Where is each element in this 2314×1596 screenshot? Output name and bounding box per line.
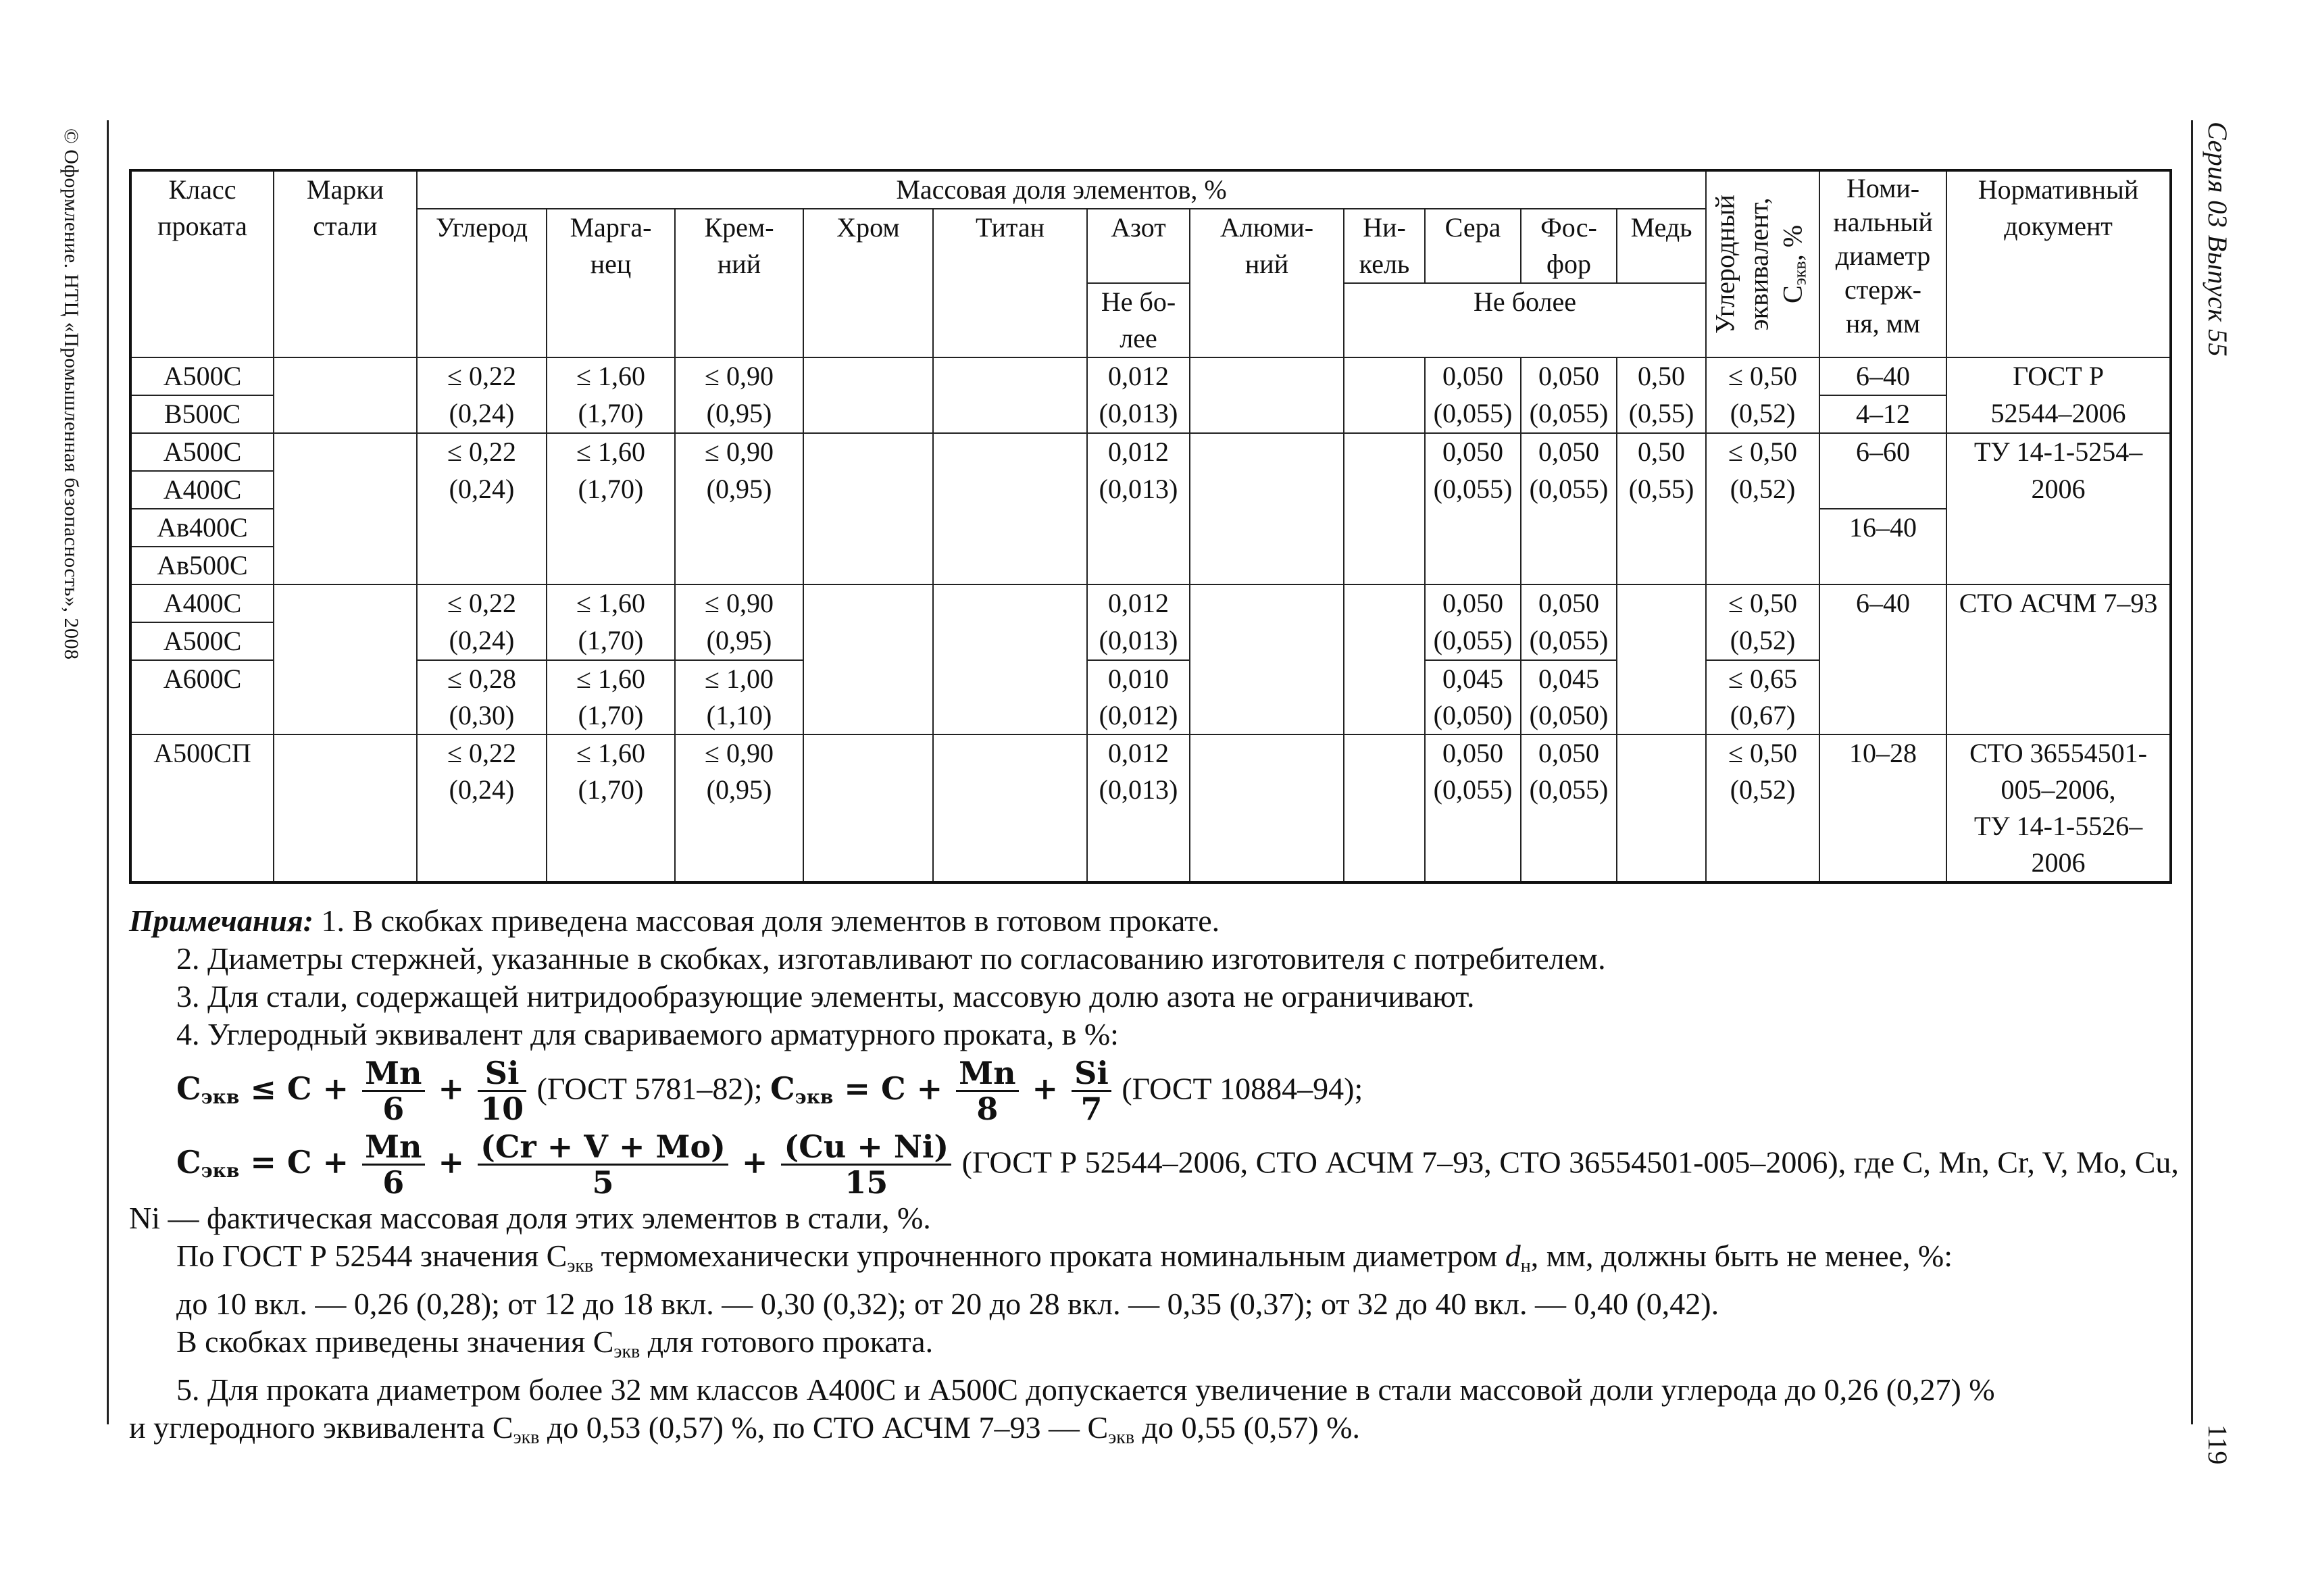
cell-c — [417, 845, 547, 882]
cell-c: (0,24) — [417, 395, 547, 433]
note-3: 3. Для стали, содержащей нитридообразующие элементы, массовую долю азота не ограничивают. — [176, 979, 1475, 1014]
cell-n — [1087, 808, 1190, 845]
table-row — [130, 509, 2171, 547]
cell-doc: ГОСТ Р — [1946, 357, 2171, 395]
cell-doc: ТУ 14-1-5526– — [1946, 808, 2171, 845]
cell-al — [1190, 471, 1344, 509]
header-copper: Медь — [1617, 209, 1706, 283]
cell-d — [1819, 697, 1946, 734]
cell-n: 0,012 — [1087, 433, 1190, 471]
cell-al — [1190, 697, 1344, 734]
cell-s: (0,055) — [1425, 395, 1521, 433]
cell-p: 0,050 — [1521, 433, 1617, 471]
header-nickel: Ни- кель — [1344, 209, 1425, 283]
right-margin-rule — [2191, 120, 2193, 1424]
cell-p: 0,050 — [1521, 584, 1617, 622]
cell-p: 0,050 — [1521, 734, 1617, 772]
table-row — [130, 697, 2171, 734]
cell-al — [1190, 395, 1344, 433]
cell-si: (0,95) — [675, 622, 803, 660]
cell-n — [1087, 509, 1190, 547]
cell-grade — [274, 734, 417, 772]
cell-c: ≤ 0,22 — [417, 734, 547, 772]
cell-grade — [274, 697, 417, 734]
series-label: Серия 03 Выпуск 55 — [2203, 122, 2233, 357]
cell-d: 4–12 — [1819, 395, 1946, 433]
cell-s: 0,050 — [1425, 584, 1521, 622]
header-manganese: Марга- нец — [547, 209, 675, 357]
cell-s: (0,055) — [1425, 622, 1521, 660]
cell-ni — [1344, 845, 1425, 882]
cell-cls: А500СП — [130, 734, 274, 772]
cell-c — [417, 808, 547, 845]
cell-d: 16–40 — [1819, 509, 1946, 547]
cell-cu: (0,55) — [1617, 395, 1706, 433]
cell-ni — [1344, 697, 1425, 734]
cell-ni — [1344, 772, 1425, 808]
cell-grade — [274, 357, 417, 395]
header-diameter: Номи- нальный диаметр стерж- ня, мм — [1819, 170, 1946, 357]
cell-s: 0,050 — [1425, 734, 1521, 772]
cell-s: (0,055) — [1425, 471, 1521, 509]
cell-cls: Ав400С — [130, 509, 274, 547]
cell-cls — [130, 808, 274, 845]
cell-al — [1190, 845, 1344, 882]
header-phosphorus: Фос- фор — [1521, 209, 1617, 283]
cell-cu — [1617, 697, 1706, 734]
cell-si: ≤ 0,90 — [675, 357, 803, 395]
cell-cr — [803, 845, 933, 882]
cell-cu — [1617, 547, 1706, 584]
cell-cls: Ав500С — [130, 547, 274, 584]
cell-d — [1819, 808, 1946, 845]
cell-p: (0,055) — [1521, 395, 1617, 433]
cell-p — [1521, 808, 1617, 845]
cell-s: 0,045 — [1425, 660, 1521, 697]
cell-n: 0,012 — [1087, 357, 1190, 395]
cell-mn: (1,70) — [547, 622, 675, 660]
cell-cu — [1617, 772, 1706, 808]
cell-cr — [803, 357, 933, 395]
table-row — [130, 845, 2171, 882]
cell-d — [1819, 622, 1946, 660]
cell-p: (0,055) — [1521, 622, 1617, 660]
cell-mn — [547, 547, 675, 584]
cell-mn: ≤ 1,60 — [547, 660, 675, 697]
cell-ceq: ≤ 0,50 — [1706, 584, 1819, 622]
cell-al — [1190, 357, 1344, 395]
header-not-more-than: Не более — [1344, 283, 1706, 357]
cell-al — [1190, 734, 1344, 772]
cell-cr — [803, 697, 933, 734]
table-row — [130, 395, 2171, 433]
cell-si: ≤ 0,90 — [675, 433, 803, 471]
cell-ni — [1344, 509, 1425, 547]
cell-ni — [1344, 622, 1425, 660]
cell-ceq: (0,67) — [1706, 697, 1819, 734]
cell-c: (0,24) — [417, 622, 547, 660]
cell-al — [1190, 433, 1344, 471]
cell-cls: А500С — [130, 622, 274, 660]
cell-grade — [274, 845, 417, 882]
gost-note-values: до 10 вкл. — 0,26 (0,28); от 12 до 18 вкл. — 0,30 (0,32); от 20 до 28 вкл. — 0,35 (0,37); от 32 до 40 вкл. — 0,40 (0,42). — [176, 1287, 1719, 1321]
cell-c: (0,24) — [417, 772, 547, 808]
cell-ceq: ≤ 0,50 — [1706, 433, 1819, 471]
header-document: Нормативный документ — [1946, 170, 2171, 357]
formula-continuation: Ni — фактическая массовая доля этих элементов в стали, %. — [129, 1201, 931, 1235]
cell-s — [1425, 808, 1521, 845]
header-sulfur: Сера — [1425, 209, 1521, 283]
notes-section — [129, 902, 2179, 1457]
cell-p: (0,055) — [1521, 471, 1617, 509]
cell-doc: 2006 — [1946, 845, 2171, 882]
cell-c: ≤ 0,22 — [417, 584, 547, 622]
cell-ni — [1344, 734, 1425, 772]
cell-d: 6–60 — [1819, 433, 1946, 471]
cell-mn: ≤ 1,60 — [547, 584, 675, 622]
cell-c — [417, 547, 547, 584]
cell-cr — [803, 547, 933, 584]
cell-mn: ≤ 1,60 — [547, 357, 675, 395]
cell-cu — [1617, 734, 1706, 772]
cell-d — [1819, 845, 1946, 882]
cell-s — [1425, 547, 1521, 584]
cell-ti — [933, 845, 1087, 882]
cell-cr — [803, 622, 933, 660]
cell-s: 0,050 — [1425, 357, 1521, 395]
cell-mn: (1,70) — [547, 772, 675, 808]
cell-si — [675, 509, 803, 547]
cell-grade — [274, 509, 417, 547]
cell-grade — [274, 584, 417, 622]
cell-s: (0,055) — [1425, 772, 1521, 808]
cell-mn: (1,70) — [547, 471, 675, 509]
cell-grade — [274, 772, 417, 808]
cell-ti — [933, 697, 1087, 734]
cell-cr — [803, 433, 933, 471]
cell-doc: СТО 36554501- — [1946, 734, 2171, 772]
cell-ti — [933, 395, 1087, 433]
cell-si — [675, 845, 803, 882]
cell-doc — [1946, 622, 2171, 660]
cell-ti — [933, 357, 1087, 395]
cell-p: (0,050) — [1521, 697, 1617, 734]
cell-n: (0,013) — [1087, 622, 1190, 660]
cell-cls: А500С — [130, 433, 274, 471]
cell-cls: А500С — [130, 357, 274, 395]
cell-s: (0,050) — [1425, 697, 1521, 734]
cell-si: (0,95) — [675, 772, 803, 808]
cell-cls: А400С — [130, 584, 274, 622]
table-body — [130, 357, 2171, 882]
cell-d: 6–40 — [1819, 357, 1946, 395]
cell-ceq — [1706, 808, 1819, 845]
note-4: 4. Углеродный эквивалент для свариваемого арматурного проката, в %: — [176, 1017, 1119, 1051]
header-mass-fraction: Массовая доля элементов, % — [417, 170, 1706, 209]
cell-c: (0,30) — [417, 697, 547, 734]
cell-doc: СТО АСЧМ 7–93 — [1946, 584, 2171, 622]
cell-ti — [933, 622, 1087, 660]
cell-n: 0,012 — [1087, 734, 1190, 772]
cell-ceq — [1706, 547, 1819, 584]
cell-p: 0,045 — [1521, 660, 1617, 697]
table-row — [130, 584, 2171, 622]
cell-ti — [933, 471, 1087, 509]
table-row — [130, 547, 2171, 584]
cell-al — [1190, 622, 1344, 660]
cell-doc: 005–2006, — [1946, 772, 2171, 808]
cell-doc — [1946, 660, 2171, 697]
cell-cu: (0,55) — [1617, 471, 1706, 509]
cell-al — [1190, 509, 1344, 547]
cell-mn: (1,70) — [547, 697, 675, 734]
table-row — [130, 357, 2171, 395]
cell-grade — [274, 808, 417, 845]
cell-ti — [933, 808, 1087, 845]
cell-d — [1819, 547, 1946, 584]
cell-al — [1190, 772, 1344, 808]
cell-ceq: (0,52) — [1706, 395, 1819, 433]
cell-n: (0,013) — [1087, 772, 1190, 808]
cell-d — [1819, 772, 1946, 808]
cell-cu — [1617, 584, 1706, 622]
cell-ni — [1344, 660, 1425, 697]
cell-grade — [274, 547, 417, 584]
cell-doc: 52544–2006 — [1946, 395, 2171, 433]
table-header — [130, 170, 2171, 357]
table-row — [130, 772, 2171, 808]
cell-p: 0,050 — [1521, 357, 1617, 395]
cell-si: (0,95) — [675, 471, 803, 509]
cell-mn — [547, 509, 675, 547]
cell-cu — [1617, 845, 1706, 882]
cell-si — [675, 808, 803, 845]
header-carbon: Углерод — [417, 209, 547, 357]
cell-ti — [933, 547, 1087, 584]
cell-ti — [933, 660, 1087, 697]
cell-ceq: (0,52) — [1706, 772, 1819, 808]
cell-d — [1819, 660, 1946, 697]
cell-cr — [803, 471, 933, 509]
cell-ti — [933, 584, 1087, 622]
cell-mn — [547, 845, 675, 882]
cell-ceq: ≤ 0,65 — [1706, 660, 1819, 697]
cell-grade — [274, 395, 417, 433]
cell-p — [1521, 845, 1617, 882]
cell-mn — [547, 808, 675, 845]
cell-ceq: ≤ 0,50 — [1706, 734, 1819, 772]
brackets-note: В скобках приведены значения Сэкв для готового проката. — [176, 1324, 934, 1362]
notes-title: Примечания: — [129, 903, 313, 938]
cell-doc — [1946, 697, 2171, 734]
cell-doc — [1946, 509, 2171, 547]
cell-p: (0,055) — [1521, 772, 1617, 808]
table-row — [130, 660, 2171, 697]
cell-cr — [803, 772, 933, 808]
table-row — [130, 622, 2171, 660]
cell-d: 6–40 — [1819, 584, 1946, 622]
table-row — [130, 433, 2171, 471]
copyright-note: © Оформление. НТЦ «Промышленная безопасность», 2008 — [60, 128, 82, 660]
cell-ni — [1344, 395, 1425, 433]
cell-c: ≤ 0,22 — [417, 433, 547, 471]
cell-si: (0,95) — [675, 395, 803, 433]
cell-ti — [933, 772, 1087, 808]
cell-n — [1087, 845, 1190, 882]
cell-ceq: (0,52) — [1706, 622, 1819, 660]
cell-d: 10–28 — [1819, 734, 1946, 772]
cell-cls: А600С — [130, 660, 274, 697]
cell-cu — [1617, 660, 1706, 697]
gost-note: По ГОСТ Р 52544 значения Сэкв термомеханически упрочненного проката номинальным диаметром dн, мм, должны быть не менее, %: — [176, 1239, 1953, 1276]
cell-cu — [1617, 509, 1706, 547]
page-number: 119 — [2203, 1424, 2233, 1466]
header-grade: Марки стали — [274, 170, 417, 357]
cell-ceq — [1706, 509, 1819, 547]
cell-c — [417, 509, 547, 547]
cell-ni — [1344, 357, 1425, 395]
cell-al — [1190, 584, 1344, 622]
cell-al — [1190, 808, 1344, 845]
note-5-continuation: и углеродного эквивалента Сэкв до 0,53 (0,57) %, по СТО АСЧМ 7–93 — Сэкв до 0,55 (0,57) %. — [129, 1410, 1360, 1448]
cell-ni — [1344, 547, 1425, 584]
cell-ti — [933, 433, 1087, 471]
cell-grade — [274, 433, 417, 471]
cell-s — [1425, 845, 1521, 882]
cell-p — [1521, 509, 1617, 547]
formula-line-2: Сэкв = C + $\frac{Mn}{6}$ + $\frac{(Cr + V + Mo)}{5}$ + $\frac{(Cu + Ni)}{15}$ (ГОСТ Р 52544–2006, СТО АСЧМ 7–93, СТО 36554501-005–2006), где C, Mn, Cr, V, Mo, Cu, — [176, 1128, 2179, 1201]
note-2: 2. Диаметры стержней, указанные в скобках, изготавливают по согласованию изготовителя с потребителем. — [176, 941, 1606, 976]
cell-n: 0,012 — [1087, 584, 1190, 622]
cell-si — [675, 547, 803, 584]
cell-ni — [1344, 433, 1425, 471]
header-nitrogen-limit: Не бо- лее — [1087, 283, 1190, 357]
cell-ti — [933, 734, 1087, 772]
cell-d — [1819, 471, 1946, 509]
header-nitrogen: Азот — [1087, 209, 1190, 283]
cell-ti — [933, 509, 1087, 547]
table-row — [130, 808, 2171, 845]
cell-cu — [1617, 808, 1706, 845]
cell-n — [1087, 547, 1190, 584]
cell-si: (1,10) — [675, 697, 803, 734]
cell-cls: В500С — [130, 395, 274, 433]
cell-cls — [130, 697, 274, 734]
note-5: 5. Для проката диаметром более 32 мм классов А400С и А500С допускается увеличение в стали массовой доли углерода до 0,26 (0,27) % — [176, 1372, 1995, 1407]
cell-cu: 0,50 — [1617, 433, 1706, 471]
cell-grade — [274, 471, 417, 509]
cell-ceq: ≤ 0,50 — [1706, 357, 1819, 395]
header-chrome: Хром — [803, 209, 933, 357]
cell-ni — [1344, 584, 1425, 622]
cell-n: (0,013) — [1087, 395, 1190, 433]
cell-p — [1521, 547, 1617, 584]
cell-si: ≤ 0,90 — [675, 584, 803, 622]
cell-cr — [803, 734, 933, 772]
cell-si: ≤ 0,90 — [675, 734, 803, 772]
cell-n: 0,010 — [1087, 660, 1190, 697]
cell-c: ≤ 0,28 — [417, 660, 547, 697]
cell-cr — [803, 509, 933, 547]
cell-s — [1425, 509, 1521, 547]
cell-cr — [803, 660, 933, 697]
cell-grade — [274, 622, 417, 660]
note-1: 1. В скобках приведена массовая доля элементов в готовом прокате. — [313, 903, 1220, 938]
cell-cls — [130, 845, 274, 882]
left-margin-rule — [107, 120, 109, 1424]
steel-composition-table — [129, 169, 2172, 884]
cell-cr — [803, 395, 933, 433]
cell-mn: ≤ 1,60 — [547, 433, 675, 471]
cell-s: 0,050 — [1425, 433, 1521, 471]
cell-ceq — [1706, 845, 1819, 882]
header-titanium: Титан — [933, 209, 1087, 357]
cell-mn: (1,70) — [547, 395, 675, 433]
cell-ni — [1344, 471, 1425, 509]
cell-cu: 0,50 — [1617, 357, 1706, 395]
formula-line-1: Сэкв ≤ C + $\frac{Mn}{6}$ + $\frac{Si}{10}$ (ГОСТ 5781–82); Сэкв = C + $\frac{Mn}{8}$ + $\frac{Si}{7}$ (ГОСТ 10884–94); — [176, 1055, 1363, 1127]
table-row — [130, 734, 2171, 772]
header-class: Класс проката — [130, 170, 274, 357]
cell-si: ≤ 1,00 — [675, 660, 803, 697]
cell-ni — [1344, 808, 1425, 845]
cell-cu — [1617, 622, 1706, 660]
cell-doc — [1946, 547, 2171, 584]
cell-al — [1190, 547, 1344, 584]
cell-n: (0,013) — [1087, 471, 1190, 509]
cell-cr — [803, 584, 933, 622]
cell-grade — [274, 660, 417, 697]
cell-al — [1190, 660, 1344, 697]
cell-doc: ТУ 14-1-5254– — [1946, 433, 2171, 471]
cell-doc: 2006 — [1946, 471, 2171, 509]
cell-c: ≤ 0,22 — [417, 357, 547, 395]
cell-c: (0,24) — [417, 471, 547, 509]
cell-n: (0,012) — [1087, 697, 1190, 734]
cell-mn: ≤ 1,60 — [547, 734, 675, 772]
table-row — [130, 471, 2171, 509]
header-silicon: Крем- ний — [675, 209, 803, 357]
header-aluminum: Алюми- ний — [1190, 209, 1344, 357]
cell-cr — [803, 808, 933, 845]
cell-cls — [130, 772, 274, 808]
cell-cls: А400С — [130, 471, 274, 509]
header-carbon-equivalent: Углеродный эквивалент, $С_{экв}$, % — [1706, 170, 1819, 357]
cell-ceq: (0,52) — [1706, 471, 1819, 509]
